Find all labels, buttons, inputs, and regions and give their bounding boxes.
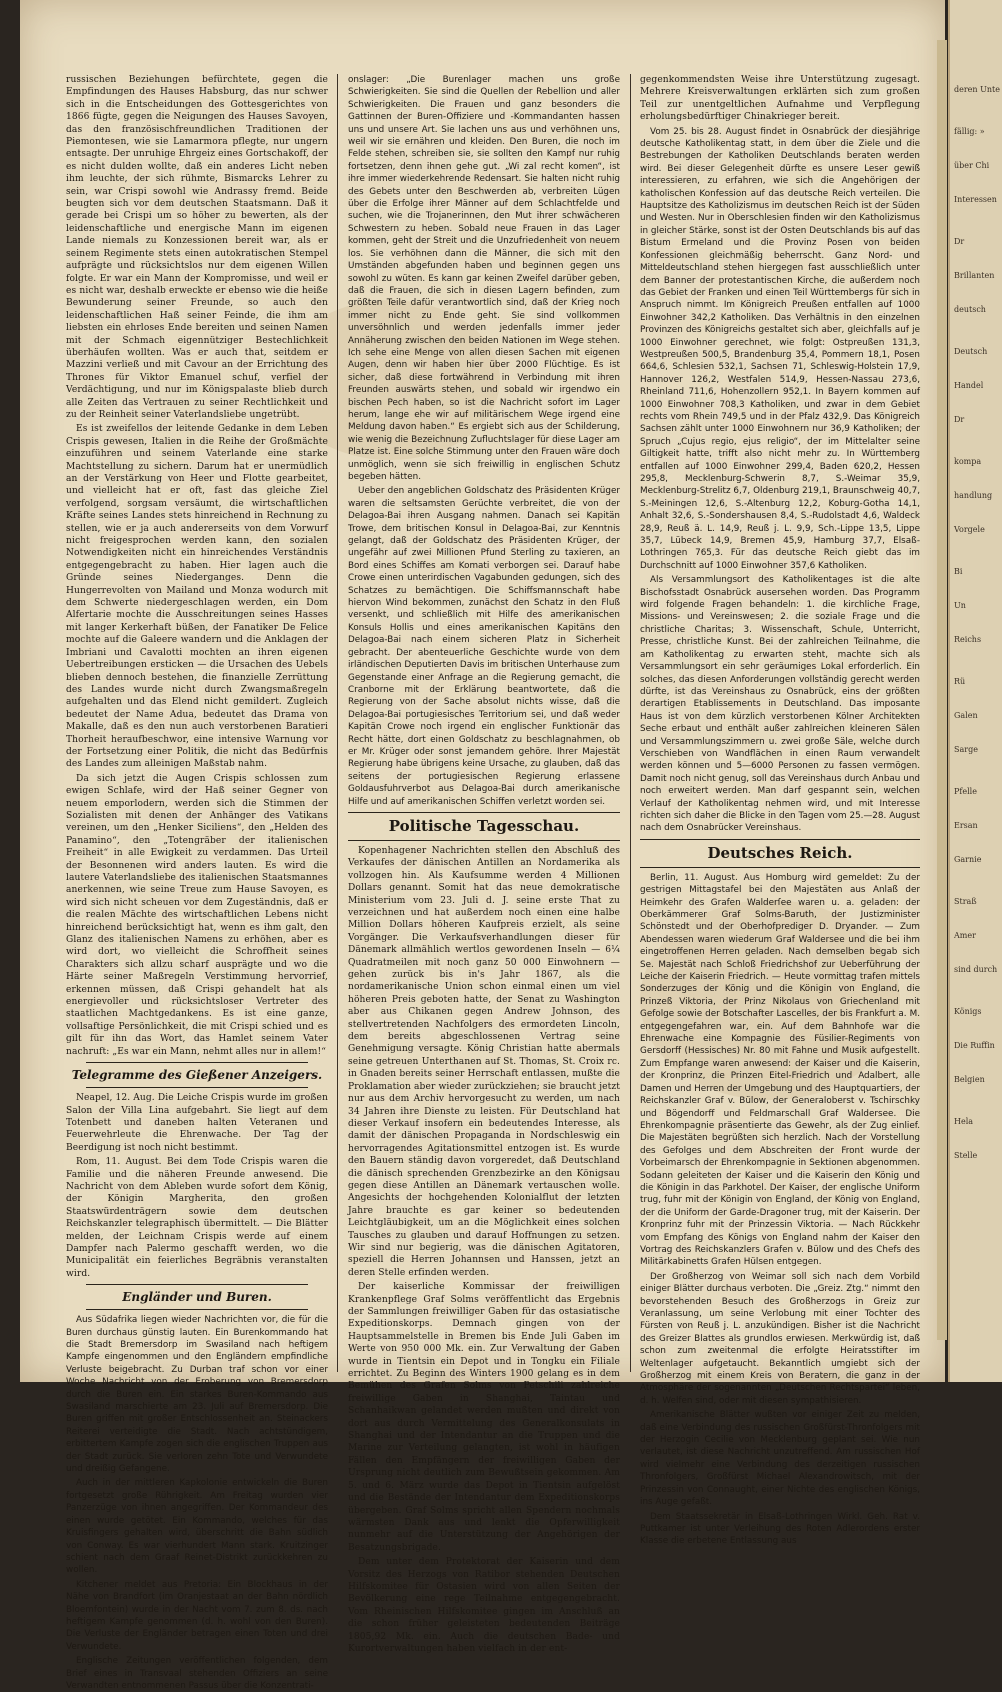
- adjacent-page-fragment: [948, 0, 1002, 1382]
- article-paragraph: Der kaiserliche Kommissar der freiwilligen Krankenpflege Graf Solms veröffentlicht das Ergebnis der Sammlungen freiwilliger Gaben für das ostasiatische Expeditionskorps. Demnach gingen von der Hauptsammelstelle in Bremen bis Ende Juli Gaben im Werte von 950 000 Mk. ein. Zur Verwaltung der Gaben wurde in Tientsin ein Depot und in Tongku ein Filiale errichtet. Zu Beginn des Winters 1900 gelang es in dem Bemühen des Grafen Solms von Petschili zahlreiche freiwillige Gaben in Shanghai, Taintau und Schanhaikwan gelandet werden mußten und direkt von dort aus durch Vermittelung des Generalkonsulats in Shanghai und der Intendantur an die Truppen und die Marine zur Verteilung gelangten, ist wohl in häufigen Fällen den Empfängern der freiwilligen Gaben der Ursprung nicht deutlich zum Bewußtsein gekommen. Am 5. und 6. März wurde das Depot in Tientsin aufgelöst und die Bestände der Intendantur dem Expeditionskorps übergeben. Graf Solms spricht allen Spendern nochmals wärmsten Dank aus und lenkt die Opferwilligkeit nunmehr auf die Unterstützung der Angehörigen der Besatzungsbrigade.: [348, 1282, 620, 1553]
- section-heading-deutsches-reich: Deutsches Reich.: [707, 843, 853, 862]
- article-paragraph: Amerikanische Blätter wußten vor einiger Zeit zu melden, daß eine Verbindung des russischen Großfürst-Thronfolgers mit der Herzogin Cecilie von Mecklenburg geplant sei. Wie nun verlautet, ist diese Nachricht unzutreffend. Am russischen Hof wird vielmehr eine Verbindung des derzeitigen russischen Thronfolgers, Großfürst Michael Alexandrowitsch, mit der Prinzessin von Connaught, einer Nichte des englischen Königs, ins Auge gefaßt.: [640, 1410, 920, 1508]
- adjacent-page-fragment-line: deren Unte: [954, 85, 1000, 94]
- article-paragraph: Englische Zeitungen veröffentlichen folgenden, dem Brief eines in Transvaal stehenden Offiziers an seine Verwandten entnommenen Passus über die Konzentrati-: [66, 1656, 328, 1691]
- adjacent-page-fragment-line: Dr: [954, 415, 965, 424]
- section-divider: [86, 1087, 308, 1088]
- adjacent-page-fragment-line: Dr: [954, 237, 965, 246]
- section-divider: [86, 1062, 308, 1063]
- adjacent-page-fragment-line: Deutsch: [954, 347, 988, 356]
- article-paragraph: Es ist zweifellos der leitende Gedanke in dem Leben Crispis gewesen, Italien in die Reihe der Großmächte einzuführen und seinem Vaterlande eine starke Machtstellung zu sichern. Darum hat er unermüdlich an der Verstärkung von Heer und Flotte gearbeitet, und vielleicht hat er oft, fast das gleiche Ziel verfolgend, sorgsam versäumt, die wirtschaftlichen Kräfte seines Landes stets hinreichend in Rechnung zu stellen, wie er ja auch andererseits von dem Vorwurf nicht freigesprochen werden kann, den sozialen Notwendigkeiten nicht ein hinreichendes Verständnis entgegengebracht zu haben. Hier lagen auch die Gründe seines Niederganges. Denn die Hungerrevolten von Mailand und Monza wodurch mit dem Schwerte niedergeschlagen werden, ein Dom Alfertarie mochte die Ausschreitungen seines Hasses mit langer Kerkerhaft büßen, der Fanatiker De Felice mochte auf die Galeere wandern und die Anklagen der Imbriani und Cavalotti mochten an ihren eigenen Uebertreibungen ersticken — die Ursachen des Uebels blieben dennoch bestehen, die finanzielle Zerrüttung des Landes wurde nicht durch Zwangsmaßregeln aufgehalten und das Elend nicht gemildert. Zugleich bedeutet der Name Adua, bedeutet das Drama von Makalle, daß es den nun auch verstorbenen Baratieri Thorheit heraufbeschwor, eine intensive Warnung vor der Fortsetzung einer Politik, die nicht das Bedürfnis des Landes zum alleinigen Maßstab nahm.: [66, 424, 328, 770]
- adjacent-page-fragment-line: Straß: [954, 897, 977, 906]
- section-heading-englaender: Engländer und Buren.: [122, 1290, 272, 1305]
- article-paragraph: Da sich jetzt die Augen Crispis schlossen zum ewigen Schlafe, wird der Haß seiner Gegner von neuem emporlodern, werden sich die Stimmen der Sozialisten mit denen der Anhänger des Vatikans vereinen, um den „Henker Siciliens“, den „Helden des Panamino“, den „Totengräber der italienischen Freiheit“ in alle Ewigkeit zu verdammen. Das Urteil der Besonnenen wird anders lauten. Es wird die lautere Vaterlandsliebe des italienischen Staatsmannes anerkennen, wie seine Treue zum Hause Savoyen, es wird sich nicht scheuen vor dem Zugeständnis, daß er die realen Mächte des wirtschaftlichen Lebens nicht hinreichend berücksichtigt hat, wenn es ihm galt, den Glanz des italienischen Namens zu erhöhen, aber es wird dort, wo vielleicht die Schroffheit seines Charakters sich allzu scharf ausprägte und wo die Härte seiner Maßregeln Verstimmung hervorrief, erkennen müssen, daß Crispi gehandelt hat als energievoller und rücksichtsloser Vertreter des staatlichen Machtgedankens. Es ist eine ganze, vollsaftige Persönlichkeit, die mit Crispi schied und es gilt für ihn das Wort, das Hamlet seinem Vater nachruft: „Es war ein Mann, nehmt alles nur in allem!“: [66, 773, 328, 1057]
- article-paragraph: Kopenhagener Nachrichten stellen den Abschluß des Verkaufes der dänischen Antillen an Nordamerika als vollzogen hin. Als Kaufsumme werden 4 Millionen Dollars genannt. Somit hat das neue demokratische Ministerium vom 23. Juli d. J. seine erste That zu verzeichnen und hat außerdem noch einen eine halbe Million Dollars höheren Kaufpreis erzielt, als seine Vorgänger. Die Verkaufsverhandlungen dieser für Dänemark allmählich wertlos gewordenen Inseln — 6¼ Quadratmeilen mit noch ganz 50 000 Einwohnern — gehen zurück bis in's Jahr 1867, als die nordamerikanische Union schon einmal einen um viel höheren Preis geboten hatte, der Senat zu Washington aber aus Chikanen gegen Andrew Johnson, des stellvertretenden Nachfolgers des ermordeten Lincoln, dem bereits abgeschlossenen Vertrag seine Genehmigung versagte. König Christian hatte abermals seine getreuen Unterthanen auf St. Thomas, St. Croix rc. in Gnaden bereits seiner Herrschaft entlassen, mußte die Proklamation aber wieder zurückziehen; sie braucht jetzt nur aus dem Archiv hervorgesucht zu werden, um nach 34 Jahren ihre Dienste zu leisten. Für Deutschland hat dieser Verkauf insofern ein bedeutendes Interesse, als damit der dänischen Propaganda in Nordschleswig ein hervorragendes Agitationsmittel entzogen ist. Es wurde den Bauern ständig davon vorgeredet, daß Deutschland die dänisch sprechenden Grenzbezirke an den Königsau gegen diese Antillen an Dänemark vertauschen wolle. Angesichts der hochgehenden Kolonialflut der letzten Jahre brauchte es gar keiner so bedeutenden Leichtgläubigkeit, um an die Möglichkeit eines solchen Tausches zu glauben und darauf Hoffnungen zu setzen. Wir sind nur begierig, was die dänischen Agitatoren, speziell die Herren Johannsen und Hanssen, jetzt an deren Stelle erfinden werden.: [348, 845, 620, 1278]
- adjacent-page-fragment-line: handlung: [954, 491, 993, 500]
- section-heading-politische-tagesschau: Politische Tagesschau.: [388, 816, 580, 835]
- adjacent-page-fragment-line: Ersan: [954, 821, 978, 830]
- adjacent-page-fragment-line: Pfelle: [954, 787, 977, 796]
- adjacent-page-fragment-line: über Chi: [954, 161, 990, 170]
- adjacent-page-fragment-line: Un: [954, 601, 966, 610]
- adjacent-page-fragment-line: Brillanten: [954, 271, 995, 280]
- article-paragraph: russischen Beziehungen befürchtete, gegen die Empfindungen des Hauses Habsburg, das nur schwer sich in die Entscheidungen des Gottesgerichtes von 1866 fügte, gegen die Neigungen des Hauses Savoyen, das den französischfreundlichen Traditionen der Piemontesen, wie sie Lamarmora pflegte, nur ungern entsagte. Der unruhige Ehrgeiz eines Gortschakoff, der es nicht dulden wollte, daß ein anderes Licht neben ihm leuchte, der sich rühmte, Bismarcks Lehrer zu sein, war Crispi sowohl wie Andrassy fremd. Beide beugten sich vor dem deutschen Staatsmann. Daß it gerade bei Crispi um so höher zu bewerten, als der leidenschaftliche und energische Mann im eigenen Lande niemals zu Konzessionen bereit war, als er seinem Regimente stets einen autokratischen Stempel aufprägte und rücksichtslos nur dem eigenen Willen folgte. Er war ein Mann der Kompromisse, und weil er es nicht war, deshalb erweckte er ebenso wie die heiße Bewunderung seiner Freunde, so auch den leidenschaftlichen Haß seiner Feinde, die ihm am liebsten ein ehrloses Ende bereiten und seinen Namen mit der Schmach eigennütziger Bestechlichkeit überhäufen wollten. Was er auch that, seitdem er Mazzini verließ und mit Cavour an der Errichtung des Thrones für Viktor Emanuel schuf, verfiel der Verdächtigung, und nur im Königspalaste blieb durch alle Zeiten das Vertrauen zu seiner Rechtlichkeit und zu der Reinheit seiner Vaterlandsliebe ungetrübt.: [66, 75, 328, 420]
- column-rule: [630, 74, 631, 1372]
- section-divider: [86, 1309, 308, 1310]
- adjacent-page-fragment-line: Garnie: [954, 855, 982, 864]
- section-divider: [86, 1284, 308, 1285]
- adjacent-page-fragment-line: Hela: [954, 1117, 974, 1126]
- adjacent-page-fragment-line: Galen: [954, 711, 978, 720]
- column-rule: [337, 74, 338, 1372]
- section-divider: [640, 839, 920, 840]
- article-paragraph: Ueber den angeblichen Goldschatz des Präsidenten Krüger waren die seltsamsten Gerüchte verbreitet, die von der Delagoa-Bai ihren Ausgang nahmen. Danach sei Kapitän Trowe, dem britischen Konsul in Delagoa-Bai, zur Kenntnis gelangt, daß der Goldschatz des Präsidenten Krüger, der ungefähr auf zwei Millionen Pfund Sterling zu taxieren, an Bord eines Schiffes am Komati verborgen sei. Darauf habe Crowe einen unterirdischen Vagabunden gedungen, sich des Schatzes zu bemächtigen. Die Schiffsmannschaft habe hiervon Wind bekommen, zunächst den Schatz in den Fluß versenkt, und schließlich mit Hilfe des amerikanischen Konsuls Hollis und eines amerikanischen Kapitäns den Delagoa-Bai nach einem sicheren Platz in Sicherheit gebracht. Der abenteuerliche Geschichte wurde von dem irländischen Deputierten Davis im britischen Unterhause zum Gegenstande einer Anfrage an die Regierung gemacht, die Cranborne mit der Erklärung beantwortete, daß die Regierung von der Sache absolut nichts wisse, daß die Delagoa-Bai portugiesisches Territorium sei, und daß weder Kapitän Crowe noch irgend ein englischer Funktionär das Recht hätte, dort einen Goldschatz zu beschlagnahmen, ob er Mr. Krüger oder sonst jemandem gehöre. Ihrer Majestät Regierung habe übrigens keine Ursache, zu glauben, daß das seitens der portugiesischen Regierung erlassene Goldausfuhrverbot aus Delagoa-Bai durch amerikanische Hilfe und auf amerikanischen Schiffen verletzt worden sei.: [348, 486, 620, 807]
- adjacent-page-fragment-line: Amer: [954, 931, 976, 940]
- adjacent-page-fragment-line: Die Ruffin: [954, 1041, 995, 1050]
- adjacent-page-fragment-line: Stelle: [954, 1151, 978, 1160]
- article-paragraph: gegenkommendsten Weise ihre Unterstützung zugesagt. Mehrere Kreisverwaltungen erklärten sich zum großen Teil zur unentgeltlichen Aufnahme und Verpflegung erholungsbedürftiger Chinakrieger bereit.: [640, 75, 920, 123]
- adjacent-page-fragment-line: Belgien: [954, 1075, 985, 1084]
- adjacent-page-text: [950, 0, 1002, 1162]
- article-paragraph: Vom 25. bis 28. August findet in Osnabrück der diesjährige deutsche Katholikentag statt, in dem über die Ziele und die Bestrebungen der Katholiken Deutschlands beraten werden wird. Bei dieser Gelegenheit dürfte es unsere Leser gewiß interessieren, zu erfahren, wie sich die Angehörigen der katholischen Konfession auf das deutsche Reich verteilen. Die Hauptsitze des Katholizismus im deutschen Reich ist der Süden und Westen. Nur in Oberschlesien finden wir den Katholizismus in gleicher Stärke, sonst ist der Osten Deutschlands bis auf das Bistum Ermeland und die Provinz Posen von beiden Konfessionen gleichmäßig beherrscht. Ganz Nord- und Mitteldeutschland stehen hiergegen fast ausschließlich unter dem Banner der protestantischen Kirche, die außerdem noch das Gebiet der Franken und einen Teil Württembergs für sich in Anspruch nimmt. Im Königreich Preußen entfallen auf 1000 Einwohner 342,2 Katholiken. Das Verhältnis in den einzelnen Provinzen des Königreichs gestaltet sich aber, gleichfalls auf je 1000 Einwohner gerechnet, wie folgt: Ostpreußen 131,3, Westpreußen 500,5, Brandenburg 35,4, Pommern 18,1, Posen 664,6, Schlesien 532,1, Sachsen 71, Schleswig-Holstein 17,9, Hannover 126,2, Westfalen 514,9, Hessen-Nassau 273,6, Rheinland 711,6, Hohenzollern 952,1. In Bayern kommen auf 1000 Einwohner 708,3 Katholiken, und zwar in dem Gebiet rechts vom Rhein 749,5 und in der Pfalz 432,9. Das Königreich Sachsen zählt unter 1000 Einwohnern nur 36,9 Katholiken; der Spruch „Cujus regio, ejus religio“, der im Mittelalter seine Giltigkeit hatte, trifft also nicht mehr zu. In Württemberg entfallen auf 1000 Einwohner 299,4, Baden 620,2, Hessen 295,8, Mecklenburg-Schwerin 8,7, S.-Weimar 35,9, Mecklenburg-Strelitz 6,7, Oldenburg 219,1, Braunschweig 40,7, S.-Meiningen 12,6, S.-Altenburg 12,2, Koburg-Gotha 14,1, Anhalt 32,6, S.-Sondershausen 8,4, S.-Rudolstadt 4,6, Waldeck 28,9, Reuß ä. L. 14,9, Reuß j. L. 9,9, Sch.-Lippe 13,5, Lippe 35,7, Lübeck 14,9, Bremen 45,9, Hamburg 37,7, Elsaß-Lothringen 765,3. Für das deutsche Reich giebt das im Durchschnitt auf 1000 Einwohner 357,6 Katholiken.: [640, 126, 920, 571]
- adjacent-page-fragment-line: Handel: [954, 381, 984, 390]
- adjacent-page-fragment-line: Sarge: [954, 745, 978, 754]
- adjacent-page-fragment-line: Rü: [954, 677, 966, 686]
- article-paragraph: Dem unter dem Protektorat der Kaiserin und dem Vorsitz des Herzogs von Ratibor stehenden Deutschen Hilfskomitee für Ostasien wird von allen Seiten der Bevölkerung eine rege Teilnahme entgegengebracht. Vom Rheinischen Hilfskomitee gingen im Anschluß an die schon früher geleisteten bedeutenden Beiträge 1805,92 Mk. ein. Auch die deutschen Bade- und Kurortverwaltungen haben vielfach in der ent-: [348, 1557, 620, 1654]
- article-paragraph: onslager: „Die Burenlager machen uns große Schwierigkeiten. Sie sind die Quellen der Rebellion und aller Schwierigkeiten. Die Frauen und ganz besonders die Gattinnen der Buren-Offiziere und -Kommandanten hassen uns und unsere Art. Sie lachen uns aus und verhöhnen uns, weil wir sie ernähren und kleiden. Den Buren, die noch im Felde stehen, schreiben sie, sie sollten den Kampf nur ruhig fortsetzen, denn ihnen gehe gut. „Wi zal recht komen“, ist ihre immer wiederkehrende Redensart. Sie halten nicht ruhig des Gebets unter den Beschwerden ab, verbreiten Lügen über die Erfolge ihrer Männer auf dem Schlachtfelde und suchen, wie die Trojanerinnen, den Mut ihrer schwächeren Schwestern zu heben. Sobald neue Frauen in das Lager kommen, geht der Streit und die Unzufriedenheit von neuem los. Sie verhöhnen dann die Männer, die sich mit den Umständen abgefunden haben und beginnen gegen uns sowohl zu wüten. Es kann gar keinen Zweifel darüber geben, daß die Frauen, die sich in diesen Lagern befinden, zum größten Teile dafür verantwortlich sind, daß der Krieg noch immer nicht zu Ende geht. Sie sind vollkommen unversöhnlich und werden jedenfalls immer jeder Annäherung zwischen den beiden Nationen im Wege stehen. Ich sehe eine Menge von allen diesen Sachen mit eigenen Augen, denn wir haben hier über 2000 Flüchtige. Es ist sicher, daß diese fortwährend in Verbindung mit ihren Freunden auswärts stehen, und sobald wir irgendwo ein bischen Pech haben, so ist die Nachricht sofort im Lager herum, lange ehe wir auf militärischem Wege irgend eine Meldung davon haben.“ Es ergiebt sich aus der Schilderung, wie wenig die Bezeichnung Zufluchtslager für diese Lager am Platze ist. Eine solche Stimmung unter den Frauen wäre doch unmöglich, wenn sie sich freiwillig in englischen Schutz begeben hätten.: [348, 75, 620, 482]
- article-paragraph: Berlin, 11. August. Aus Homburg wird gemeldet: Zu der gestrigen Mittagstafel bei den Majestäten aus Anlaß der Heimkehr des Grafen Walderſee waren u. a. geladen: der Oberkämmerer Graf Solms-Baruth, der Justizminister Schönstedt und der Oberhofprediger D. Dryander. — Zum Abendessen waren wiederum Graf Waldersee und die bei ihm eingetroffenen Herren geladen. Nach demselben begab sich Se. Majestät nach Schloß Friedrichshof zur Ueberführung der Leiche der Kaiserin Friedrich. — Heute vormittag trafen mittels Sonderzuges der König und die Königin von England, die Prinzeß Viktoria, der Prinz Nikolaus von Griechenland mit Gefolge sowie der Botschafter Lascelles, der bis Frankfurt a. M. entgegengefahren war, ein. Auf dem Bahnhofe war die Ehrenwache eine Kompagnie des Füsilier-Regiments von Gersdorff (Hessisches) Nr. 80 mit Fahne und Musik aufgestellt. Zum Empfange waren anwesend: der Kaiser und die Kaiserin, der Kronprinz, die Prinzen Eitel-Friedrich und Adalbert, alle Damen und Herren der Umgebung und des Hauptquartiers, der Reichskanzler Graf v. Bülow, der Generaloberst v. Tschirschky und Bögendorff und Feldmarschall Graf Waldersee. Die Ehrenkompagnie präsentierte das Gewehr, als der Zug einlief. Die Majestäten begrüßten sich herzlich. Nach der Vorstellung des Gefolges und dem Abschreiten der Front wurde der Vorbeimarsch der Ehrenkompagnie in Sektionen abgenommen. Sodann geleiteten der Kaiser und die Kaiserin den König und die Königin in das Parkhotel. Der Kaiser, der englische Uniform trug, fuhr mit der Königin von England, der König von England, der die Uniform der Garde-Dragoner trug, mit der Kaiserin. Der Kronprinz fuhr mit der Prinzessin Viktoria. — Nach Rückkehr vom Empfang des Königs von England nahm der Kaiser den Vortrag des Reichskanzlers Grafen v. Bülow und des Chefs des Militärkabinetts Grafen Hülsen entgegen.: [640, 872, 920, 1268]
- page-edge: [937, 40, 947, 1340]
- article-paragraph: Dem Staatssekretär in Elsaß-Lothringen Wirkl. Geh. Rat v. Puttkamer ist unter Verleihung des Roten Adlerordens erster Klasse die erbetene Entlassung aus: [640, 1511, 920, 1547]
- section-divider: [348, 840, 620, 841]
- article-paragraph: Aus Südafrika liegen wieder Nachrichten vor, die für die Buren durchaus günstig lauten. Ein Burenkommando hat die Stadt Bremersdorp im Swasiland nach heftigem Kampfe eingenommen und den Engländern empfindliche Verluste beigebracht. Zu Durban traf schon vor einer Woche Nachricht von der Eroberung von Bremersdorp durch die Buren ein. Ein starkes Buren-Kommando aus Swasiland marschierte am 23. Juli auf Bremersdorp. Die Buren griffen mit großer Entschlossenheit an. Steinackers Reiterei verteidigte die Stadt. Nach achtstündigem, erbittertem Kampfe zogen sich die englischen Truppen aus der Stadt zurück. Sie verloren zehn Tote und Verwundete und dreißig Gefangene.: [66, 1315, 328, 1475]
- article-paragraph: Als Versammlungsort des Katholikentages ist die alte Bischofsstadt Osnabrück ausersehen worden. Das Programm wird folgende Fragen behandeln: 1. die kirchliche Frage, Missions- und Vereinswesen; 2. die soziale Frage und die christliche Charitas; 3. Wissenschaft, Schule, Unterricht, Presse, christliche Kunst. Bei der zahlreichen Teilnahme, die am Katholikentag zu erwarten steht, machte sich als Versammlungsort ein sehr geräumiges Lokal erforderlich. Ein solches, das diesen Anforderungen vollständig gerecht werden dürfte, ist das Vereinshaus zu Osnabrück, eins der größten derartigen Etablissements in Deutschland. Das imposante Haus ist von dem kürzlich verstorbenen Kölner Architekten Seche erbaut und enthält außer zahlreichen kleineren Sälen und Versammlungszimmern u. zwei große Säle, welche durch Verschieben von Wandflächen in einen Raum verwandelt werden können und 5—6000 Personen zu fassen vermögen. Damit noch nicht genug, soll das Vereinshaus durch Anbau und noch erweitert werden. Man darf gespannt sein, welchen Verlauf der Katholikentag nehmen wird, und mit Interesse richten sich daher die Blicke in den Tagen vom 25.—28. August nach dem Osnabrücker Vereinshaus.: [640, 575, 920, 834]
- article-paragraph: Auch in der mittleren Kapkolonie entwickeln die Buren fortgesetzt große Rührigkeit. Am Freitag wurden vier Panzerzüge von ihnen angegriffen. Der Kommandeur des einen wurde getötet. Ein Kommando, welches für das Kruisfingers gehalten wird, überschritt die Bahn südlich von Conway. Es war vierhundert Mann stark. Kruitzinger schient nach dem Graaf Reinet-Distrikt zurückkehren zu wollen.: [66, 1478, 328, 1576]
- adjacent-page-fragment-line: kompa: [954, 457, 982, 466]
- column-2: [348, 74, 620, 1654]
- adjacent-page-fragment-line: Vorgele: [954, 525, 985, 534]
- column-1: [66, 74, 328, 1691]
- adjacent-page-fragment-line: sind durch: [954, 965, 998, 974]
- adjacent-page-fragment-line: fällig: »: [954, 127, 985, 136]
- adjacent-page-fragment-line: deutsch: [954, 305, 986, 314]
- article-paragraph: Der Großherzog von Weimar soll sich nach dem Vorbild einiger Blätter durchaus verboten. Die „Greiz. Ztg.“ nimmt den bevorstehenden Besuch des Großherzogs in Greiz zur Veranlassung, um seine Verlobung mit einer Tochter des Fürsten von Reuß j. L. anzukündigen. Bisher ist die Nachricht des Greizer Blattes als grundlos erwiesen. Merkwürdig ist, daß schon zum zweitenmal die erfolgte Heiratsstifter im Weltenlager aufgetaucht. Bekanntlich umgiebt sich der Großherzog mit einem Kreis von Beratern, die ganz in der Atmosphäre der sogenannten „Deutschen Rechtspartei“ leben, d. h. Welfen sind, oder mit diesen sympathisieren.: [640, 1271, 920, 1406]
- adjacent-page-fragment-line: Reichs: [954, 635, 982, 644]
- section-divider: [348, 812, 620, 813]
- adjacent-page-fragment-line: Bi: [954, 567, 963, 576]
- adjacent-page-fragment-line: Königs: [954, 1007, 982, 1016]
- section-heading-telegramme: Telegramme des Gießener Anzeigers.: [71, 1068, 323, 1083]
- telegram-paragraph: Rom, 11. August. Bei dem Tode Crispis waren die Familie und die näheren Freunde anwesend. Die Nachricht von dem Ableben wurde sofort dem König, der Königin Margherita, den großen Staatswürdenträgern sowie dem deutschen Reichskanzler telegraphisch übermittelt. — Die Blätter melden, der Leichnam Crispis werde auf einem Dampfer nach Palermo geschafft werden, wo die Municipalität ein feierliches Begräbnis veranstalten wird.: [66, 1157, 328, 1279]
- article-paragraph: Kitchener meldet aus Pretoria: Ein Blockhaus in der Nähe von Brandfort (im Oranjestaat an der Bahn nördlich Bloemfontein) wurde in der Nacht vom 7. zum 8. ds. nach heftigem Kampfe genommen (d. h. wohl von den Buren). Die Verluste der Engländer betragen einen Toten und drei Verwundete.: [66, 1579, 328, 1652]
- section-divider: [640, 867, 920, 868]
- column-3: [640, 74, 920, 1547]
- adjacent-page-fragment-line: Interessen: [954, 195, 997, 204]
- telegram-paragraph: Neapel, 12. Aug. Die Leiche Crispis wurde im großen Salon der Villa Lina aufgebahrt. Sie liegt auf dem Totenbett und daneben halten Veteranen und Feuerwehrleute die Ehrenwache. Der Tag der Beerdigung ist noch nicht bestimmt.: [66, 1093, 328, 1153]
